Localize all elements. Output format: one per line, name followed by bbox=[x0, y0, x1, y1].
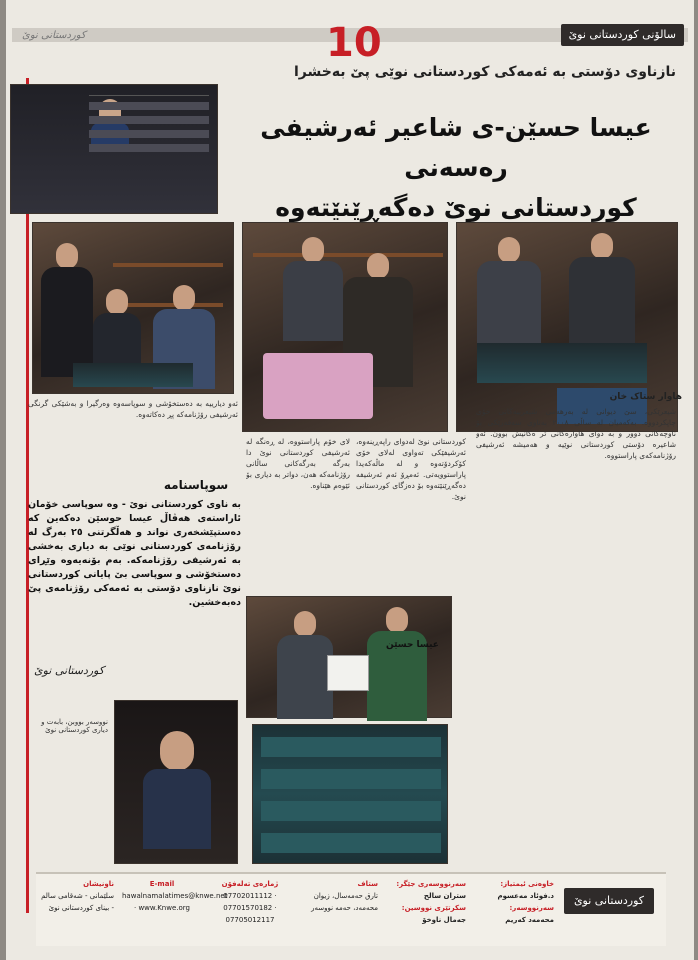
column-inner-top: ئەو دیارییە بە دەستخۆشی و سوپاسەوە وەرگیرا و بەشێکی گرنگی ئەرشیفی رۆژنامەکە پڕ دەکاتەوە. bbox=[28, 399, 238, 419]
kicker: نازناوی دۆستی بە ئەمەکی کوردستانی نوێی پێ بەخشرا bbox=[293, 64, 676, 80]
photo-poster-portrait bbox=[114, 700, 238, 864]
photo-signing-left bbox=[32, 222, 234, 394]
footer-col-2: سەرنووسەری جێگر: ستران سالح سکرتێری نووسین: جەمال ناوخۆ bbox=[396, 880, 466, 924]
subhead: عیسا حسێن bbox=[386, 640, 439, 650]
person-figure bbox=[367, 607, 427, 721]
person-figure bbox=[477, 237, 541, 351]
certificate bbox=[327, 655, 369, 691]
footer-col-4: ژمارەی تەلەفۆن 07702011112 · 07701570182 · 07705012117 bbox=[221, 880, 279, 924]
section-label: سالۆنی کوردستانی نوێ bbox=[561, 24, 684, 46]
headline bbox=[236, 108, 676, 228]
footer-credits bbox=[36, 872, 666, 946]
tv-text-block bbox=[89, 95, 209, 166]
column-left: لای خۆم پاراستووە، لە ڕەنگە لە ئەرشیفی کوردستانی نوێ دا بەرگە بەرگەکانی ساڵانی رۆژنامەکە هەن، دواتر بە دیاری بۆ ئێوەم هێناوە. bbox=[246, 437, 350, 490]
person-figure bbox=[569, 233, 635, 353]
headline-line-2: کوردستانی نوێ دەگەڕێنێتەوە bbox=[275, 193, 637, 222]
photo-certificate bbox=[246, 596, 452, 718]
author-byline: هاوار ستاک خان bbox=[609, 392, 682, 402]
page-number: 10 bbox=[326, 20, 382, 66]
masthead-brand-left: کوردستانی نوێ bbox=[22, 30, 86, 41]
headline-line-1: عیسا حسێن-ی شاعیر ئەرشیفی رەسەنی bbox=[260, 113, 652, 182]
signature: کوردستانی نوێ bbox=[34, 664, 105, 677]
footer-brand: کوردستانی نوێ bbox=[564, 888, 654, 914]
archive-books bbox=[477, 343, 647, 383]
poster-caption: نووسەر بووبن، بابەت و دیاری کوردستانی نوێ bbox=[41, 718, 108, 734]
newspaper-page bbox=[6, 0, 694, 960]
footer-col-1: خاوەنی ئیمتیاز: د.فوئاد مەعسوم سەرنووسەر: محەمەد کەریم bbox=[497, 880, 554, 924]
footer-col-3: ستاف تارق حەمەسال، زیوان محەمەد، حەمە نووسەر bbox=[311, 880, 378, 912]
person-figure bbox=[143, 731, 211, 849]
pink-cloth bbox=[263, 353, 373, 419]
column-right: شیعرێکی، سێ دیوانی لە بەرهەمی شیعرییەکانی خۆی چاپکردووە. بەکەمیان لە ساڵی ٢٠٠٨ بەناوی سەفەرێکی بۆ ناوچەکانی دوور و بە دوای هاوارەکانی تر ەکانیش بوون. ئەو شاعیرە دۆستی کوردستانی نوێیە و هەمیشە ئەرشیفی رۆژنامەکەی پاراستووە. bbox=[476, 407, 676, 460]
archive-books bbox=[73, 363, 193, 387]
photo-archive-volumes bbox=[252, 724, 448, 864]
person-figure bbox=[93, 289, 141, 373]
person-figure bbox=[41, 243, 93, 377]
photo-handover-center bbox=[242, 222, 448, 432]
column-mid: کوردستانی نوێ لەدوای راپەڕینەوە، ئەرشیفێکی تەواوی لەلای خۆی کۆکردۆتەوە و لە ماڵەکەیدا پاراستوویەتی. ئەمڕۆ ئەم ئەرشیفە دەگەڕێنێتەوە بۆ دەزگای کوردستانی نوێ. bbox=[356, 437, 466, 501]
tv-screenshot-photo bbox=[10, 84, 218, 214]
footer-col-5: E-mail hawalnamalatimes@knwe.net · www.Knwe.org bbox=[122, 880, 228, 912]
thanks-body: بە ناوی کوردستانی نوێ - وە سوپاسی خۆمان ئاراستەی هەڤاڵ عیسا حوسێن دەکەین کە دەستپێشخەری نواند و هەڵگرتنی ٢٥ بەرگ لە رۆژنامەی کوردستانی نوێی بە دیاری بەخشی بە ئەرشیفی رۆژنامەکە. بەم بۆنەیەوە وێڕای دەستخۆشی و سوپاسی بێ پایانی کوردستانی نوێ نازناوی دۆستی بە ئەمەکی رۆژنامەی پێ دەبەخشین. bbox=[28, 499, 241, 608]
person-figure bbox=[277, 611, 333, 719]
footer-col-6: ناونیشان سلێمانی - شەقامی سالم - بینای کوردستانی نوێ bbox=[41, 880, 114, 912]
person-figure bbox=[283, 237, 343, 341]
thanks-title: سوپاسنامە bbox=[163, 478, 229, 492]
